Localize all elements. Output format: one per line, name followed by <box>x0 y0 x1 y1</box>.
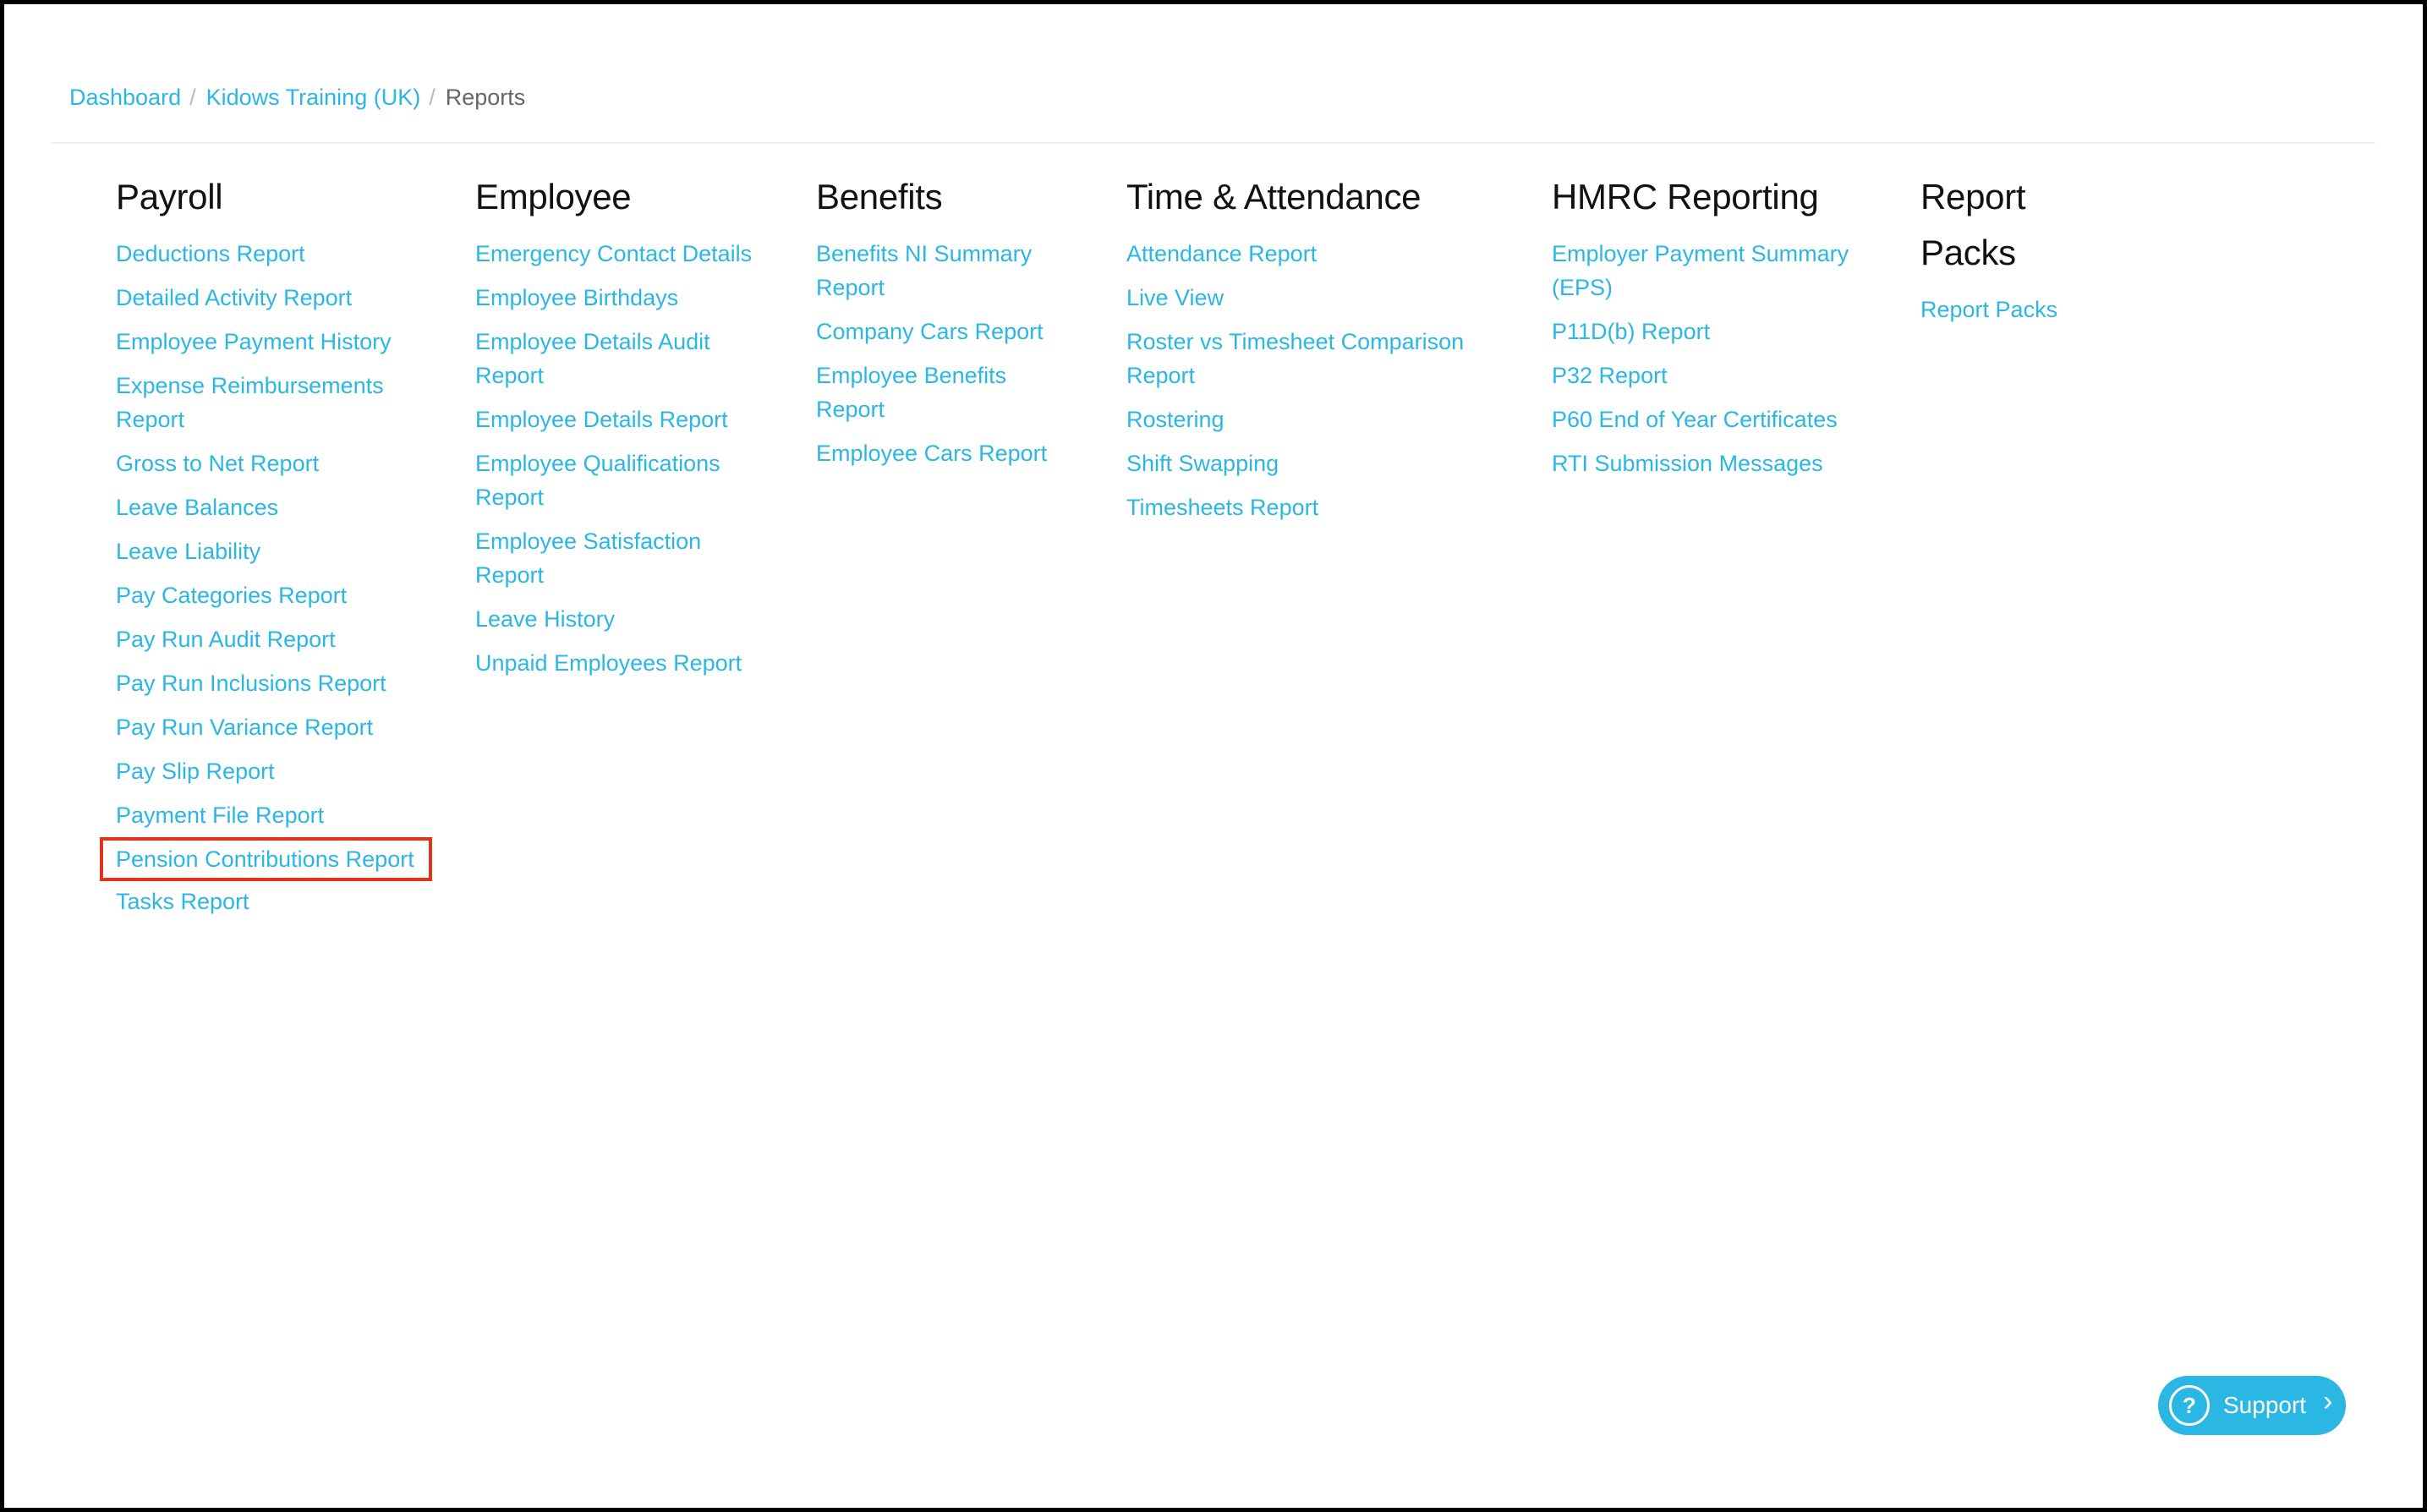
pay-slip-report-link[interactable]: Pay Slip Report <box>116 759 275 784</box>
rostering-link[interactable]: Rostering <box>1126 407 1224 432</box>
tasks-report-link[interactable]: Tasks Report <box>116 889 249 914</box>
list-item <box>475 446 771 514</box>
page-frame <box>4 4 2423 1508</box>
time-attendance-heading: Time & Attendance <box>1126 177 1422 216</box>
list-item <box>116 754 429 788</box>
list-item <box>116 798 429 832</box>
list-item <box>475 646 771 680</box>
list-item <box>1552 237 1890 304</box>
timesheets-report-link[interactable]: Timesheets Report <box>1126 495 1319 520</box>
pay-run-variance-report-link[interactable]: Pay Run Variance Report <box>116 715 374 740</box>
list-item <box>116 237 429 271</box>
list-item <box>116 885 429 918</box>
highlighted-list-item <box>103 841 429 878</box>
unpaid-employees-report-link[interactable]: Unpaid Employees Report <box>475 650 742 676</box>
employee-column <box>475 169 771 690</box>
list-item <box>116 490 429 524</box>
pay-run-audit-report-link[interactable]: Pay Run Audit Report <box>116 627 336 652</box>
hmrc-report-list <box>1552 237 1890 480</box>
report-packs-list <box>1920 293 2174 326</box>
company-cars-report-link[interactable]: Company Cars Report <box>816 319 1044 344</box>
list-item <box>116 325 429 359</box>
attendance-report-link[interactable]: Attendance Report <box>1126 241 1318 266</box>
employee-payment-history-link[interactable]: Employee Payment History <box>116 329 392 354</box>
header-divider <box>51 142 2375 144</box>
list-item <box>1552 315 1890 348</box>
list-item <box>475 281 771 315</box>
time-attendance-report-list <box>1126 237 1498 524</box>
rti-submission-messages-link[interactable]: RTI Submission Messages <box>1552 451 1823 476</box>
roster-vs-timesheet-comparison-report-link[interactable]: Roster vs Timesheet Comparison Report <box>1126 329 1465 388</box>
breadcrumb <box>69 80 525 114</box>
report-packs-link[interactable]: Report Packs <box>1920 297 2058 322</box>
employee-heading: Employee <box>475 177 632 216</box>
pay-run-inclusions-report-link[interactable]: Pay Run Inclusions Report <box>116 671 386 696</box>
live-view-link[interactable]: Live View <box>1126 285 1224 310</box>
payroll-heading: Payroll <box>116 177 223 216</box>
breadcrumb-separator: / <box>189 84 196 110</box>
list-item <box>475 325 771 392</box>
list-item <box>1126 325 1498 392</box>
list-item <box>1126 490 1498 524</box>
time-attendance-column <box>1126 169 1498 534</box>
list-item <box>1126 281 1498 315</box>
shift-swapping-link[interactable]: Shift Swapping <box>1126 451 1279 476</box>
pay-categories-report-link[interactable]: Pay Categories Report <box>116 583 348 608</box>
list-item <box>1126 446 1498 480</box>
list-item <box>1920 293 2174 326</box>
list-item <box>116 281 429 315</box>
list-item <box>116 446 429 480</box>
employer-payment-summary-link[interactable]: Employer Payment Summary (EPS) <box>1552 241 1849 300</box>
list-item <box>1552 403 1890 436</box>
report-packs-column <box>1920 169 2174 337</box>
breadcrumb-company-link[interactable]: Kidows Training (UK) <box>205 84 421 110</box>
breadcrumb-separator: / <box>429 84 436 110</box>
list-item <box>816 359 1070 426</box>
emergency-contact-details-link[interactable]: Emergency Contact Details <box>475 241 753 266</box>
list-item <box>116 622 429 656</box>
list-item <box>116 710 429 744</box>
benefits-ni-summary-report-link[interactable]: Benefits NI Summary Report <box>816 241 1033 300</box>
benefits-column <box>816 169 1070 480</box>
p32-report-link[interactable]: P32 Report <box>1552 363 1668 388</box>
list-item <box>816 436 1070 470</box>
support-label: Support <box>2223 1392 2307 1418</box>
leave-liability-link[interactable]: Leave Liability <box>116 539 261 564</box>
payroll-column <box>116 169 429 929</box>
list-item <box>116 666 429 700</box>
deductions-report-link[interactable]: Deductions Report <box>116 241 305 266</box>
leave-history-link[interactable]: Leave History <box>475 606 616 632</box>
payroll-report-list <box>116 237 429 918</box>
employee-benefits-report-link[interactable]: Employee Benefits Report <box>816 363 1007 422</box>
list-item <box>116 369 429 436</box>
detailed-activity-report-link[interactable]: Detailed Activity Report <box>116 285 353 310</box>
hmrc-reporting-heading: HMRC Reporting <box>1552 177 1819 216</box>
benefits-report-list <box>816 237 1070 470</box>
hmrc-reporting-column <box>1552 169 1890 490</box>
employee-qualifications-report-link[interactable]: Employee Qualifications Report <box>475 451 720 510</box>
employee-birthdays-link[interactable]: Employee Birthdays <box>475 285 679 310</box>
list-item <box>475 524 771 592</box>
list-item <box>475 237 771 271</box>
employee-details-audit-report-link[interactable]: Employee Details Audit Report <box>475 329 710 388</box>
benefits-heading: Benefits <box>816 177 943 216</box>
list-item <box>116 578 429 612</box>
p11db-report-link[interactable]: P11D(b) Report <box>1552 319 1711 344</box>
list-item <box>816 315 1070 348</box>
expense-reimbursements-report-link[interactable]: Expense Reimbursements Report <box>116 373 384 432</box>
list-item <box>475 602 771 636</box>
gross-to-net-report-link[interactable]: Gross to Net Report <box>116 451 320 476</box>
list-item <box>1552 359 1890 392</box>
list-item <box>1552 446 1890 480</box>
report-packs-heading: Report Packs <box>1920 177 2026 272</box>
list-item <box>816 237 1070 304</box>
employee-cars-report-link[interactable]: Employee Cars Report <box>816 441 1048 466</box>
employee-details-report-link[interactable]: Employee Details Report <box>475 407 728 432</box>
pension-contributions-report-link[interactable]: Pension Contributions Report <box>116 846 414 872</box>
p60-end-of-year-certificates-link[interactable]: P60 End of Year Certificates <box>1552 407 1838 432</box>
chevron-right-icon: › <box>2323 1385 2333 1417</box>
leave-balances-link[interactable]: Leave Balances <box>116 495 279 520</box>
question-circle-icon: ? <box>2169 1385 2210 1426</box>
employee-satisfaction-report-link[interactable]: Employee Satisfaction Report <box>475 529 702 588</box>
list-item <box>1126 403 1498 436</box>
breadcrumb-dashboard-link[interactable]: Dashboard <box>69 84 182 110</box>
breadcrumb-current: Reports <box>445 84 526 110</box>
payment-file-report-link[interactable]: Payment File Report <box>116 803 325 828</box>
support-button[interactable] <box>2158 1376 2346 1435</box>
list-item <box>1126 237 1498 271</box>
list-item <box>116 534 429 568</box>
employee-report-list <box>475 237 771 680</box>
list-item <box>475 403 771 436</box>
